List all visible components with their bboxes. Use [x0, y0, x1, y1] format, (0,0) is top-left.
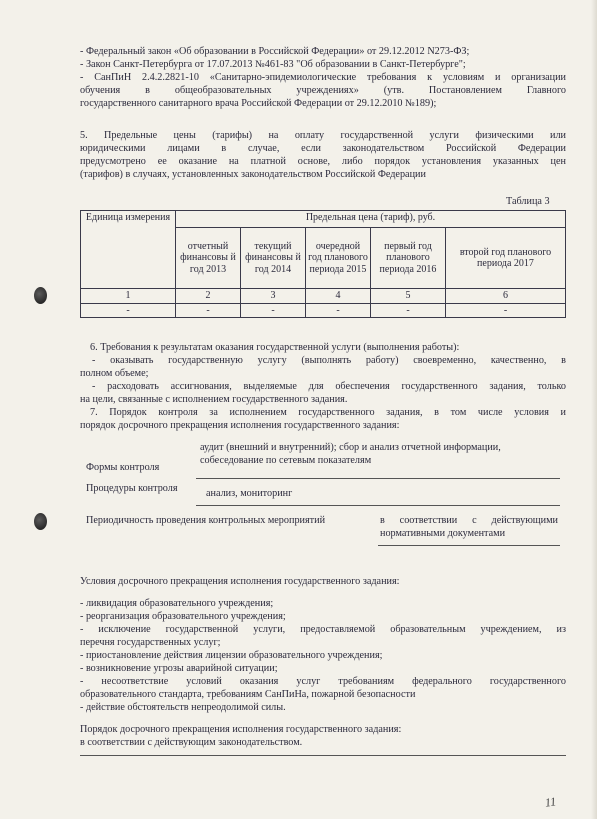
section5-line: (тарифов) в случаях, установленных законодательством Российской Федерации: [80, 169, 426, 180]
table-cell: 5: [371, 289, 446, 304]
procedure-text: в соответствии с действующим законодательством.: [80, 737, 303, 748]
termination-item: - ликвидация образовательного учреждения;: [80, 598, 274, 609]
table-cell: -: [241, 303, 306, 318]
table-cell: 3: [241, 289, 306, 304]
forms-value-line: аудит (внешний и внутренний); сбор и анализ отчетной информации,: [200, 442, 501, 453]
divider: [196, 478, 560, 479]
section6-line: - расходовать ассигнования, выделяемые для обеспечения государственного задания, только: [92, 381, 566, 392]
column-header: первый год планового периода 2016: [371, 228, 446, 289]
divider: [378, 545, 560, 546]
price-header: Предельная цена (тариф), руб.: [176, 211, 566, 228]
table-cell: -: [371, 303, 446, 318]
table-caption: Таблица 3: [506, 196, 550, 207]
forms-label: Формы контроля: [86, 462, 160, 473]
termination-item: - реорганизация образовательного учреждения;: [80, 611, 286, 622]
section6-heading: 6. Требования к результатам оказания государственной услуги (выполнения работы):: [90, 342, 460, 353]
page-fold-shadow: [591, 0, 597, 819]
procedures-label: Процедуры контроля: [86, 483, 178, 494]
periodicity-value-line: в соответствии с действующими: [380, 515, 558, 526]
periodicity-label: Периодичность проведения контрольных мероприятий: [86, 515, 326, 526]
procedures-value: анализ, мониторинг: [206, 488, 293, 499]
termination-item: образовательного стандарта, требованиям СанПиНа, пожарной безопасности: [80, 689, 416, 700]
termination-item: - действие обстоятельств непреодолимой силы.: [80, 702, 286, 713]
price-table: [80, 210, 566, 318]
punch-hole: [34, 287, 47, 304]
table-cell: -: [446, 303, 566, 318]
section5-line: предусмотрено ее оказание на платной основе, либо порядок установления указанных цен: [80, 156, 566, 167]
column-header: очередной год планового периода 2015: [306, 228, 371, 289]
column-header: отчетный финансовы й год 2013: [176, 228, 241, 289]
table-cell: 6: [446, 289, 566, 304]
periodicity-value-line: нормативными документами: [380, 528, 506, 539]
section7-line: 7. Порядок контроля за исполнением государственного задания, в том числе условия и: [90, 407, 566, 418]
section6-line: на цели, связанные с исполнением государственного задания.: [80, 394, 348, 405]
table-cell: -: [81, 303, 176, 318]
table-cell: 4: [306, 289, 371, 304]
termination-item: перечня государственных услуг;: [80, 637, 221, 648]
forms-value-line: собеседование по сетевым показателям: [200, 455, 372, 466]
intro-line: - СанПиН 2.4.2.2821-10 «Санитарно-эпидемиологические требования к условиям и организации: [80, 72, 566, 83]
punch-hole: [34, 513, 47, 530]
table-cell: -: [176, 303, 241, 318]
termination-item: - приостановление действия лицензии образовательного учреждения;: [80, 650, 383, 661]
section7-line: порядок досрочного прекращения исполнения государственного задания:: [80, 420, 400, 431]
intro-line: - Федеральный закон «Об образовании в Российской Федерации» от 29.12.2012 N273-ФЗ;: [80, 46, 470, 57]
divider: [196, 505, 560, 506]
intro-line: - Закон Санкт-Петербурга от 17.07.2013 №461-83 "Об образовании в Санкт-Петербурге";: [80, 59, 466, 70]
unit-header: Единица измерения: [81, 211, 176, 289]
section6-line: полном объеме;: [80, 368, 149, 379]
termination-item: - возникновение угрозы аварийной ситуации;: [80, 663, 278, 674]
column-header: текущий финансовы й год 2014: [241, 228, 306, 289]
column-header: второй год планового периода 2017: [446, 228, 566, 289]
intro-line: государственного санитарного врача Российской Федерации от 29.12.2010 №189);: [80, 98, 437, 109]
termination-heading: Условия досрочного прекращения исполнения государственного задания:: [80, 576, 400, 587]
intro-line: обучения в общеобразовательных учреждениях» (утв. Постановлением Главного: [80, 85, 566, 96]
section5-line: 5. Предельные цены (тарифы) на оплату государственной услуги физическими или: [80, 130, 566, 141]
procedure-heading: Порядок досрочного прекращения исполнения государственного задания:: [80, 724, 402, 735]
section6-line: - оказывать государственную услугу (выполнять работу) своевременно, качественно, в: [92, 355, 566, 366]
table-cell: 1: [81, 289, 176, 304]
divider: [80, 755, 566, 756]
section5-line: юридическими лицами в случае, если законодательством Российской Федерации: [80, 143, 566, 154]
termination-item: - исключение государственной услуги, предоставляемой образовательным учреждением, из: [80, 624, 566, 635]
table-cell: -: [306, 303, 371, 318]
table-cell: 2: [176, 289, 241, 304]
termination-item: - несоответствие условий оказания услуг требованиям федерального государственного: [80, 676, 566, 687]
page-number: 11: [544, 794, 557, 810]
